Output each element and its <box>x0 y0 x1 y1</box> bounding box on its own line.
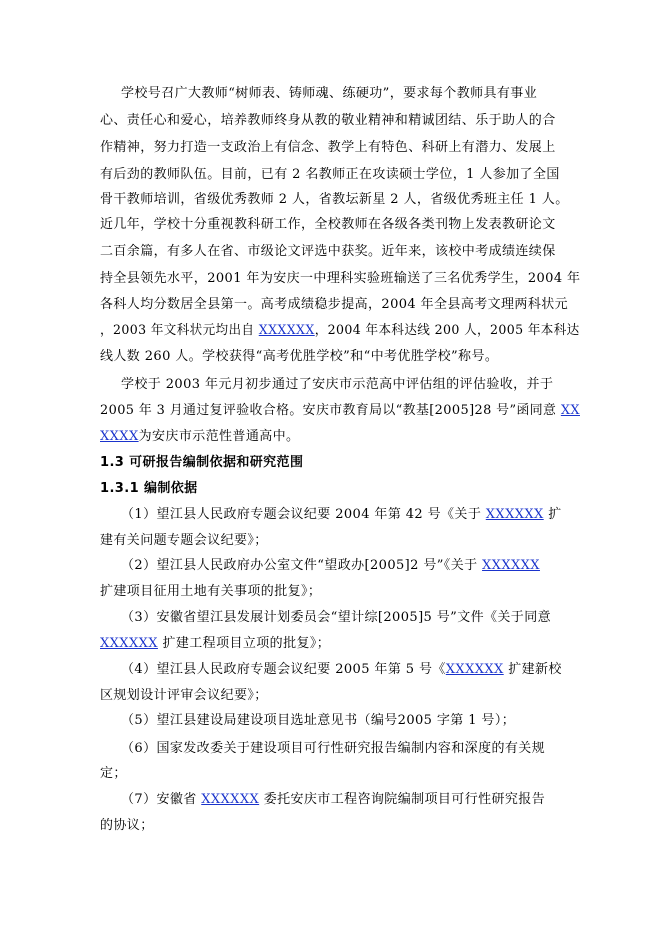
paragraph-line <box>100 216 556 234</box>
paragraph-line <box>121 376 553 394</box>
school-name-link[interactable]: XXXXXX <box>100 636 158 651</box>
text-run: 骨干教师培训，省级优秀教师 2 人，省教坛新星 2 人，省级优秀班主任 1 人。 <box>100 192 569 207</box>
list-item-line <box>100 765 127 783</box>
list-item-line <box>100 583 321 601</box>
paragraph-line <box>100 112 556 130</box>
list-item-line <box>100 817 154 835</box>
paragraph-line <box>100 139 556 157</box>
paragraph-line <box>100 402 580 420</box>
text-run: 2005 年 3 月通过复评验收合格。安庆市教育局以“教基[2005]28 号”函同意 <box>100 403 561 418</box>
text-run: 心、责任心和爱心，培养教师终身从教的敬业精神和精诚团结、乐于助人的合 <box>100 113 556 128</box>
text-run: 学校于 2003 年元月初步通过了安庆市示范高中评估组的评估验收，并于 <box>121 377 554 392</box>
list-item-line <box>100 635 330 653</box>
text-run: 委托安庆市工程咨询院编制项目可行性研究报告 <box>259 792 546 807</box>
text-run: 扩建工程项目立项的批复》； <box>157 636 331 651</box>
text-run: ，2003 年文科状元均出自 <box>100 323 259 338</box>
list-item-line <box>121 557 540 575</box>
paragraph-line <box>121 85 537 103</box>
paragraph-line <box>100 243 556 261</box>
paragraph-line <box>100 428 299 446</box>
paragraph-line <box>100 270 580 288</box>
text-run: （6）国家发改委关于建设项目可行性研究报告编制内容和深度的有关规 <box>121 741 546 756</box>
list-item-line <box>121 506 562 524</box>
paragraph-line <box>100 322 580 340</box>
text-run: 学校号召广大教师“树师表、铸师魂、练硬功”，要求每个教师具有事业 <box>121 86 538 101</box>
text-run: 定； <box>100 766 127 781</box>
school-name-link[interactable]: XXXXXX <box>258 323 315 338</box>
list-item-line <box>121 712 515 730</box>
text-run: 1.3.1 编制依据 <box>100 481 198 496</box>
list-item-line <box>100 532 268 550</box>
paragraph-line <box>100 166 560 184</box>
text-run: （1）望江县人民政府专题会议纪要 2004 年第 42 号《关于 <box>121 507 486 522</box>
list-item-line <box>121 740 545 758</box>
list-item-line <box>121 791 545 809</box>
school-name-link[interactable]: XXXXXX <box>482 558 540 573</box>
text-run: 近几年，学校十分重视教科研工作，全校教师在各级各类刊物上发表教研论文 <box>100 217 556 232</box>
text-run: 建有关问题专题会议纪要》； <box>100 533 268 548</box>
list-item-line <box>100 687 268 705</box>
subsection-heading <box>100 480 198 498</box>
text-run: 区规划设计评审会议纪要》； <box>100 688 268 703</box>
list-item-line <box>121 609 551 627</box>
text-run: 各科人均分数居全县第一。高考成绩稳步提高，2004 年全县高考文理两科状元 <box>100 297 569 312</box>
text-run: 为安庆市示范性普通高中。 <box>138 429 300 444</box>
text-run: 扩 <box>543 507 562 522</box>
school-name-link[interactable]: XXXXXX <box>201 792 260 807</box>
text-run: （4）望江县人民政府专题会议纪要 2005 年第 5 号《 <box>121 662 446 677</box>
paragraph-line <box>100 191 569 209</box>
text-run: ，2004 年本科达线 200 人，2005 年本科达 <box>314 323 580 338</box>
text-run: 作精神，努力打造一支政治上有信念、教学上有特色、科研上有潜力、发展上 <box>100 140 556 155</box>
text-run: 扩建项目征用土地有关事项的批复》； <box>100 584 322 599</box>
text-run: 的协议； <box>100 818 154 833</box>
text-run: （5）望江县建设局建设项目选址意见书（编号2005 字第 1 号）； <box>121 713 516 728</box>
school-name-link[interactable]: XX <box>560 403 580 418</box>
text-run: 扩建新校 <box>503 662 562 677</box>
text-run: 二百余篇，有多人在省、市级论文评选中获奖。近年来，该校中考成绩连续保 <box>100 244 556 259</box>
text-run: 持全县领先水平，2001 年为安庆一中理科实验班输送了三名优秀学生，2004 年 <box>100 271 581 286</box>
school-name-link[interactable]: XXXX <box>100 429 139 444</box>
school-name-link[interactable]: XXXXXX <box>445 662 504 677</box>
section-heading <box>100 454 303 472</box>
text-run: （7）安徽省 <box>121 792 202 807</box>
text-run: 线人数 260 人。学校获得“高考优胜学校”和“中考优胜学校”称号。 <box>100 349 499 364</box>
paragraph-line <box>100 348 498 366</box>
paragraph-line <box>100 296 568 314</box>
text-run: （2）望江县人民政府办公室文件“望政办[2005]2 号”《关于 <box>121 558 483 573</box>
text-run: 有后劲的教师队伍。目前，已有 2 名教师正在攻读硕士学位，1 人参加了全国 <box>100 167 560 182</box>
school-name-link[interactable]: XXXXXX <box>485 507 544 522</box>
list-item-line <box>121 661 562 679</box>
text-run: 1.3 可研报告编制依据和研究范围 <box>100 455 304 470</box>
text-run: （3）安徽省望江县发展计划委员会“望计综[2005]5 号”文件《关于同意 <box>121 610 551 625</box>
